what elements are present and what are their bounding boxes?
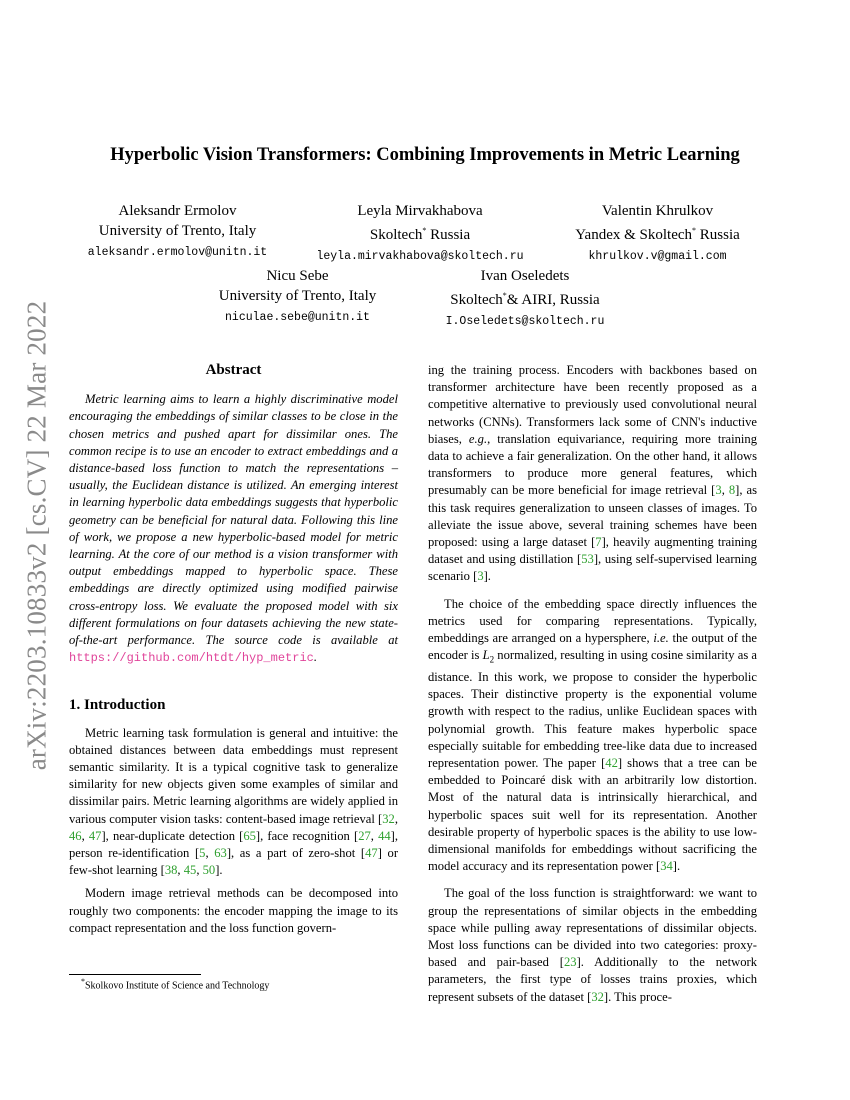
- footnote-mark: *: [692, 226, 697, 235]
- body-paragraph: The goal of the loss function is straightforward: we want to group the representations of similar objects in the embedding space while pulling away representations of dissimilar objects. Most loss functions can be divided into two categories: proxy-based and pair-based [23]. Additionally to the network parameters, the first type of losses trains proxies, which represent subsets of the dataset [32]. This proce-: [428, 886, 757, 1004]
- footnote-mark: *: [502, 291, 507, 300]
- citation[interactable]: 50: [202, 863, 216, 878]
- citation[interactable]: 65: [243, 828, 256, 843]
- body-paragraph: ing the training process. Encoders with backbones based on transformer architecture have been recently proposed as a competitive alternative to previously used convolutional neural networks (CNNs). Transformers lack some of CNN's inductive biases, e.g., translation equivariance, requiring more training data to achieve a fair generalization. On the other hand, it allows transformers to produce more general features, which presumably can be more beneficial for image retrieval [3, 8], as this task requires generalization to unseen classes of images. To alleviate the issue above, several training schemes have been proposed: using a large dataset [7], heavily augmenting training dataset and using distillation [53], using self-supervised learning scenario [3].: [428, 363, 758, 584]
- citation[interactable]: 7: [595, 535, 602, 550]
- author-name: Aleksandr Ermolov: [118, 203, 237, 219]
- abstract-text: Metric learning aims to learn a highly discriminative model encouraging the embeddings of similar classes to be close in the chosen metrics and pushed apart for dissimilar ones. The common recipe is to use an encoder to extract embeddings and a distance-based loss function to match the representations – usually, the Euclidean distance is utilized. An emerging interest in learning hyperbolic data embeddings suggests that hyperbolic geometry can be beneficial for natural data. Following this line of work, we propose a new hyperbolic-based model for metric learning. At the core of our method is a vision transformer with output embeddings mapped to hyperbolic space. These embeddings are directly optimized using modified pairwise cross-entropy loss. We evaluate the proposed model with six different formulations on four datasets achieving the new state-of-the-art performance. The source code is available at https://github.com/htdt/hyp_metric.: [69, 392, 398, 666]
- citation[interactable]: 44: [378, 828, 391, 843]
- author-email[interactable]: niculae.sebe@unitn.it: [225, 311, 370, 324]
- intro-paragraph: Metric learning task formulation is general and intuitive: the obtained distances between data embeddings must represent semantic similarity. It is a typical cognitive task to generalize similarity for new objects given some examples of similar and dissimilar pairs. Metric learning algorithms are widely applied in various computer vision tasks: content-based image retrieval [32, 46, 47], near-duplicate detection [65], face recognition [27, 44], person re-identification [5, 63], as a part of zero-shot [47] or few-shot learning [38, 45, 50].: [69, 725, 399, 878]
- arxiv-stamp: [22, 290, 52, 780]
- arxiv-stamp-text: arXiv:2203.10833v2 [cs.CV] 22 Mar 2022: [21, 300, 52, 770]
- citation[interactable]: 42: [605, 755, 618, 770]
- citation[interactable]: 47: [365, 846, 378, 861]
- intro-paragraph: Modern image retrieval methods can be decomposed into roughly two components: the encoder mapping the image to its compact representation and the loss function govern-: [69, 886, 398, 935]
- citation[interactable]: 32: [382, 811, 395, 826]
- author-name: Nicu Sebe: [266, 268, 329, 284]
- footnote-text: Skolkovo Institute of Science and Technology: [85, 980, 270, 992]
- author-affiliation: Skoltech* Russia: [369, 226, 471, 243]
- paper-title: Hyperbolic Vision Transformers: Combining Improvements in Metric Learning: [110, 145, 740, 165]
- author-affiliation: Yandex & Skoltech* Russia: [575, 226, 740, 243]
- citation[interactable]: 27: [358, 828, 371, 843]
- citation[interactable]: 8: [728, 483, 736, 498]
- citation[interactable]: 46: [69, 828, 82, 843]
- left-column: [69, 362, 398, 937]
- author-email[interactable]: I.Oseledets@skoltech.ru: [445, 315, 605, 328]
- author-block: [425, 266, 625, 332]
- body-paragraph: The choice of the embedding space directly influences the metrics used for comparing representations. Typically, embeddings are arranged on a hypersphere, i.e. the output of the encoder is $L_2$ normalized, resulting in using cosine similarity as a distance. In this work, we propose to consider the hyperbolic spaces. Their distinctive property is the exponential volume growth with respect to the radius, unlike Euclidean spaces with polynomial growth. This feature makes hyperbolic space especially suitable for embedding tree-like data due to increased representation power. The paper [42] shows that a tree can be embedded to Poincaré disk with an arbitrarily low distortion. Most of the natural data is intrinsically hierarchical, and hyperbolic spaces suit well for its representation. Another desirable property of hyperbolic spaces is the ability to use low-dimensional manifolds for embeddings without sacrificing the model accuracy and its representation power [34].: [428, 596, 757, 874]
- citation[interactable]: 5: [199, 846, 206, 861]
- citation[interactable]: 3: [715, 483, 722, 498]
- author-affiliation: University of Trento, Italy: [98, 223, 257, 239]
- author-email[interactable]: khrulkov.v@gmail.com: [588, 250, 727, 263]
- author-email[interactable]: aleksandr.ermolov@unitn.it: [87, 246, 268, 259]
- code-link[interactable]: https://github.com/htdt/hyp_metric: [69, 651, 314, 666]
- citation[interactable]: 32: [591, 989, 604, 1004]
- footnote: [81, 977, 269, 991]
- intro-heading: 1. Introduction: [69, 697, 166, 714]
- author-block: [200, 266, 395, 328]
- abstract-heading: Abstract: [205, 362, 262, 378]
- author-name: Ivan Oseledets: [480, 268, 570, 284]
- author-name: Leyla Mirvakhabova: [357, 203, 483, 219]
- footnote-mark: *: [81, 977, 85, 986]
- author-affiliation: University of Trento, Italy: [218, 288, 377, 304]
- citation[interactable]: 53: [581, 552, 594, 567]
- author-block: [300, 201, 540, 267]
- footnote-mark: *: [422, 226, 427, 235]
- author-block: [80, 201, 275, 263]
- citation[interactable]: 45: [183, 863, 197, 878]
- citation[interactable]: 63: [214, 846, 227, 861]
- author-block: [560, 201, 755, 267]
- author-email[interactable]: leyla.mirvakhabova@skoltech.ru: [316, 250, 524, 263]
- footnote-rule: [69, 974, 201, 975]
- author-name: Valentin Khrulkov: [601, 203, 714, 219]
- citation[interactable]: 38: [164, 863, 178, 878]
- citation[interactable]: 3: [477, 569, 484, 584]
- citation[interactable]: 47: [88, 828, 102, 843]
- citation[interactable]: 23: [563, 955, 577, 970]
- citation[interactable]: 34: [660, 859, 673, 874]
- right-column: [428, 362, 757, 1006]
- author-affiliation: Skoltech*& AIRI, Russia: [450, 291, 600, 308]
